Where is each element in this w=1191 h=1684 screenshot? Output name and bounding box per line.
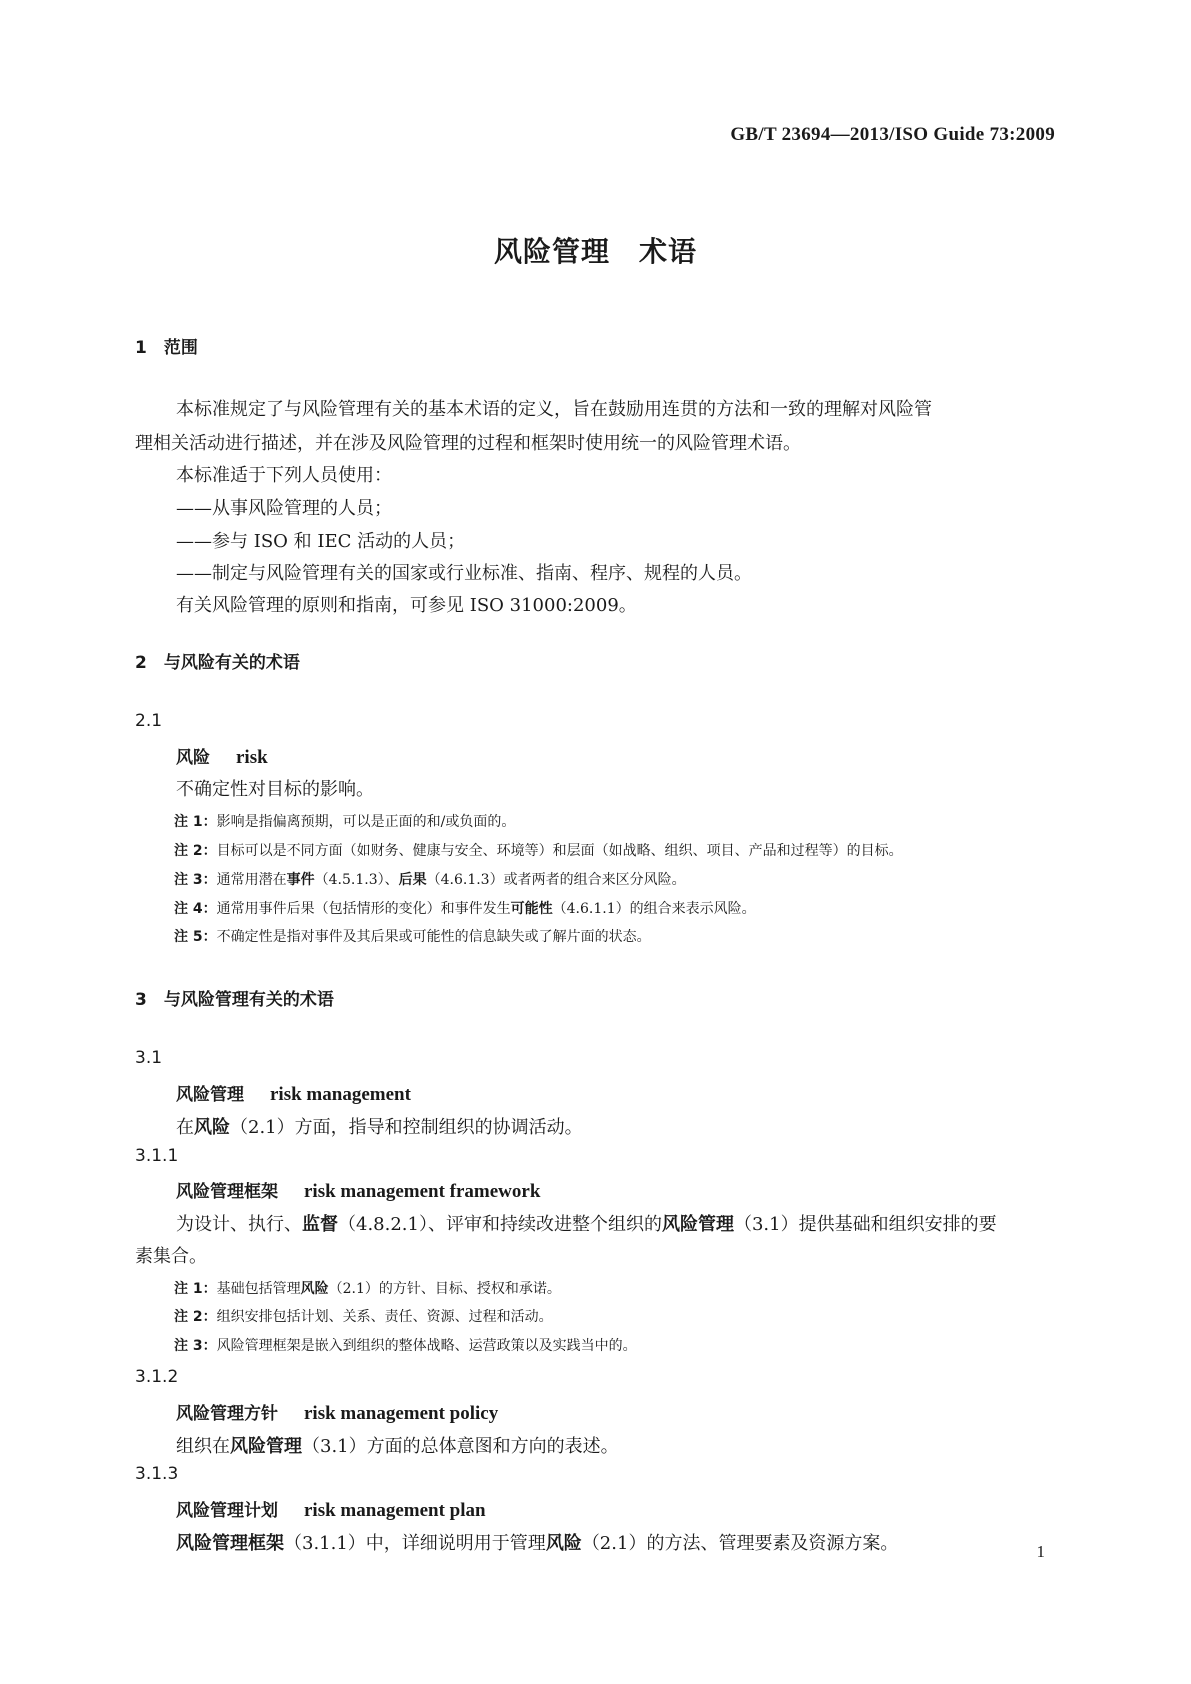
note-text: （4.6.1.3）或者两者的组合来区分风险。 (426, 872, 686, 888)
note (174, 1335, 637, 1355)
term-number: 3.1.1 (135, 1146, 179, 1166)
term-risk-management-plan (176, 1496, 486, 1522)
note-text: （2.1）的方针、目标、授权和承诺。 (328, 1281, 561, 1297)
term-en: risk management policy (304, 1403, 499, 1424)
scope-paragraph-line-1: 本标准规定了与风险管理有关的基本术语的定义，旨在鼓励用连贯的方法和一致的理解对风险管 (176, 399, 932, 420)
term-ref: 风险管理 (661, 1214, 734, 1235)
note-text: 基础包括管理 (216, 1281, 301, 1297)
page-number: 1 (1036, 1542, 1045, 1561)
term-ref: 监督 (302, 1214, 338, 1235)
scope-list-item-2: ——参与 ISO 和 IEC 活动的人员； (176, 531, 466, 552)
note (174, 898, 756, 918)
def-text: 组织在 (176, 1436, 230, 1457)
def-text: （4.8.2.1）、评审和持续改进整个组织的 (338, 1214, 662, 1235)
scope-applicability: 本标准适于下列人员使用： (176, 465, 392, 486)
term-en: risk (236, 747, 268, 768)
term-cn: 风险管理框架 (176, 1182, 278, 1202)
term-number: 3.1.3 (135, 1464, 179, 1484)
term-risk (176, 743, 268, 769)
def-text: （2.1）的方法、管理要素及资源方案。 (581, 1533, 899, 1554)
term-ref: 风险管理 (230, 1436, 302, 1457)
def-text: 为设计、执行、 (176, 1214, 302, 1235)
note-text: （4.6.1.1）的组合来表示风险。 (552, 901, 756, 917)
term-ref: 后果 (398, 872, 427, 888)
note-label: 注 4： (174, 901, 217, 917)
note-text: 不确定性是指对事件及其后果或可能性的信息缺失或了解片面的状态。 (216, 929, 651, 945)
term-ref: 风险管理框架 (176, 1533, 284, 1554)
term-definition: 不确定性对目标的影响。 (176, 779, 374, 800)
section-1-heading: 1 范围 (135, 338, 198, 358)
note-text: （4.5.1.3）、 (314, 872, 399, 888)
term-number: 2.1 (135, 711, 163, 731)
term-cn: 风险管理 (176, 1085, 244, 1105)
term-cn: 风险 (176, 748, 210, 768)
def-text: （3.1.1）中，详细说明用于管理 (284, 1533, 546, 1554)
term-en: risk management plan (304, 1500, 486, 1521)
note (174, 1278, 561, 1298)
note-label: 注 2： (174, 843, 217, 859)
term-ref: 事件 (286, 872, 315, 888)
term-definition (176, 1210, 997, 1236)
note-label: 注 1： (174, 814, 217, 830)
term-en: risk management (270, 1084, 411, 1105)
note-label: 注 1： (174, 1281, 217, 1297)
note-label: 注 3： (174, 872, 217, 888)
note (174, 1306, 553, 1326)
scope-list-item-3: ——制定与风险管理有关的国家或行业标准、指南、程序、规程的人员。 (176, 563, 752, 584)
note-text: 目标可以是不同方面（如财务、健康与安全、环境等）和层面（如战略、组织、项目、产品和过程等）的目标。 (216, 843, 903, 859)
note-text: 影响是指偏离预期，可以是正面的和/或负面的。 (216, 814, 516, 830)
term-ref: 风险 (300, 1281, 329, 1297)
note (174, 926, 651, 946)
section-3-heading: 3 与风险管理有关的术语 (135, 990, 334, 1010)
scope-list-item-1: ——从事风险管理的人员； (176, 498, 392, 519)
note-text: 风险管理框架是嵌入到组织的整体战略、运营政策以及实践当中的。 (216, 1338, 637, 1354)
def-text: （2.1）方面，指导和控制组织的协调活动。 (230, 1117, 583, 1138)
scope-paragraph-line-2: 理相关活动进行描述，并在涉及风险管理的过程和框架时使用统一的风险管理术语。 (135, 433, 801, 454)
term-definition-continued: 素集合。 (135, 1246, 207, 1267)
term-number: 3.1 (135, 1048, 163, 1068)
note-label: 注 5： (174, 929, 217, 945)
term-cn: 风险管理计划 (176, 1501, 278, 1521)
term-cn: 风险管理方针 (176, 1404, 278, 1424)
note-text: 组织安排包括计划、关系、责任、资源、过程和活动。 (216, 1309, 553, 1325)
term-ref: 风险 (194, 1117, 230, 1138)
note-label: 注 2： (174, 1309, 217, 1325)
note (174, 811, 515, 831)
scope-reference: 有关风险管理的原则和指南，可参见 ISO 31000:2009。 (176, 595, 637, 616)
note-text: 通常用事件后果（包括情形的变化）和事件发生 (216, 901, 511, 917)
term-definition (176, 1113, 583, 1139)
note (174, 869, 686, 889)
term-number: 3.1.2 (135, 1367, 179, 1387)
term-ref: 风险 (545, 1533, 582, 1554)
term-risk-management-policy (176, 1399, 498, 1425)
def-text: （3.1）方面的总体意图和方向的表述。 (302, 1436, 619, 1457)
note (174, 840, 903, 860)
term-definition (176, 1529, 898, 1555)
term-risk-management (176, 1080, 411, 1106)
term-ref: 可能性 (510, 901, 553, 917)
note-label: 注 3： (174, 1338, 217, 1354)
section-2-heading: 2 与风险有关的术语 (135, 653, 300, 673)
def-text: 在 (176, 1117, 194, 1138)
term-risk-management-framework (176, 1177, 540, 1203)
def-text: （3.1）提供基础和组织安排的要 (733, 1214, 997, 1235)
page-title: 风险管理 术语 (493, 235, 697, 268)
document-header: GB/T 23694—2013/ISO Guide 73:2009 (730, 124, 1055, 145)
note-text: 通常用潜在 (216, 872, 287, 888)
term-definition (176, 1432, 619, 1458)
term-en: risk management framework (304, 1181, 541, 1202)
